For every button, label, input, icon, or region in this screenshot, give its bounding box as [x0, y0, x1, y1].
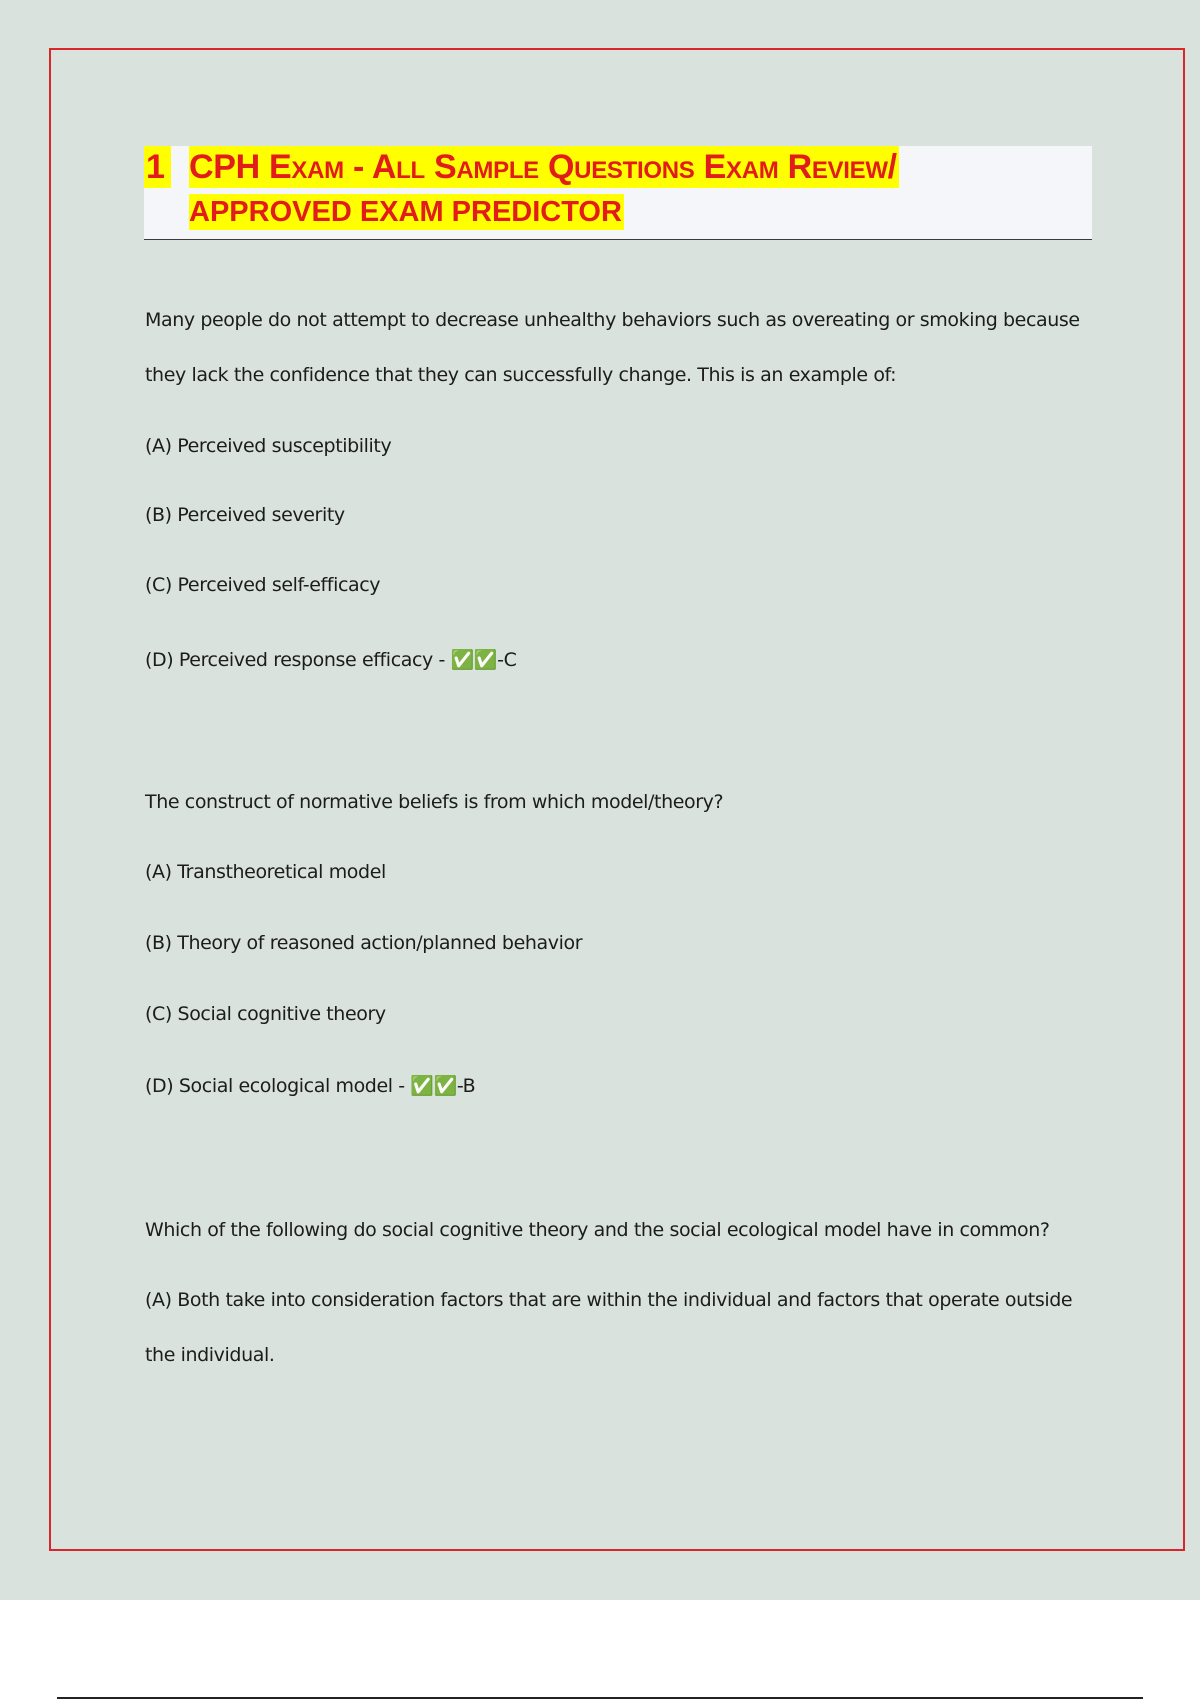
question-1-option-c: (C) Perceived self-efficacy — [145, 574, 381, 596]
question-3-option-a-line-2: the individual. — [145, 1344, 275, 1366]
question-1-stem-line-1: Many people do not attempt to decrease unhealthy behaviors such as overeating or smoking because — [145, 309, 1080, 331]
question-2-option-b: (B) Theory of reasoned action/planned behavior — [145, 932, 583, 954]
question-1-option-b: (B) Perceived severity — [145, 504, 345, 526]
question-1-option-a: (A) Perceived susceptibility — [145, 435, 392, 457]
question-3-stem: Which of the following do social cognitive theory and the social ecological model have in common? — [145, 1219, 1050, 1241]
question-2-option-a: (A) Transtheoretical model — [145, 861, 386, 883]
question-2-stem: The construct of normative beliefs is from which model/theory? — [145, 791, 724, 813]
question-2-option-c: (C) Social cognitive theory — [145, 1003, 386, 1025]
question-1-option-d-answer: (D) Perceived response efficacy - ✅✅-C — [145, 649, 517, 671]
question-2-option-d-answer: (D) Social ecological model - ✅✅-B — [145, 1075, 476, 1097]
document-heading — [144, 146, 1092, 240]
heading-number: 1 — [144, 146, 171, 188]
heading-title-line-1: CPH Exam - All Sample Questions Exam Review/ — [189, 148, 897, 186]
question-3-option-a-line-1: (A) Both take into consideration factors that are within the individual and factors that operate outside — [145, 1289, 1073, 1311]
heading-title-line-2: APPROVED EXAM PREDICTOR — [189, 196, 622, 228]
question-1-stem-line-2: they lack the confidence that they can successfully change. This is an example of: — [145, 364, 897, 386]
footer-divider — [57, 1697, 1143, 1699]
